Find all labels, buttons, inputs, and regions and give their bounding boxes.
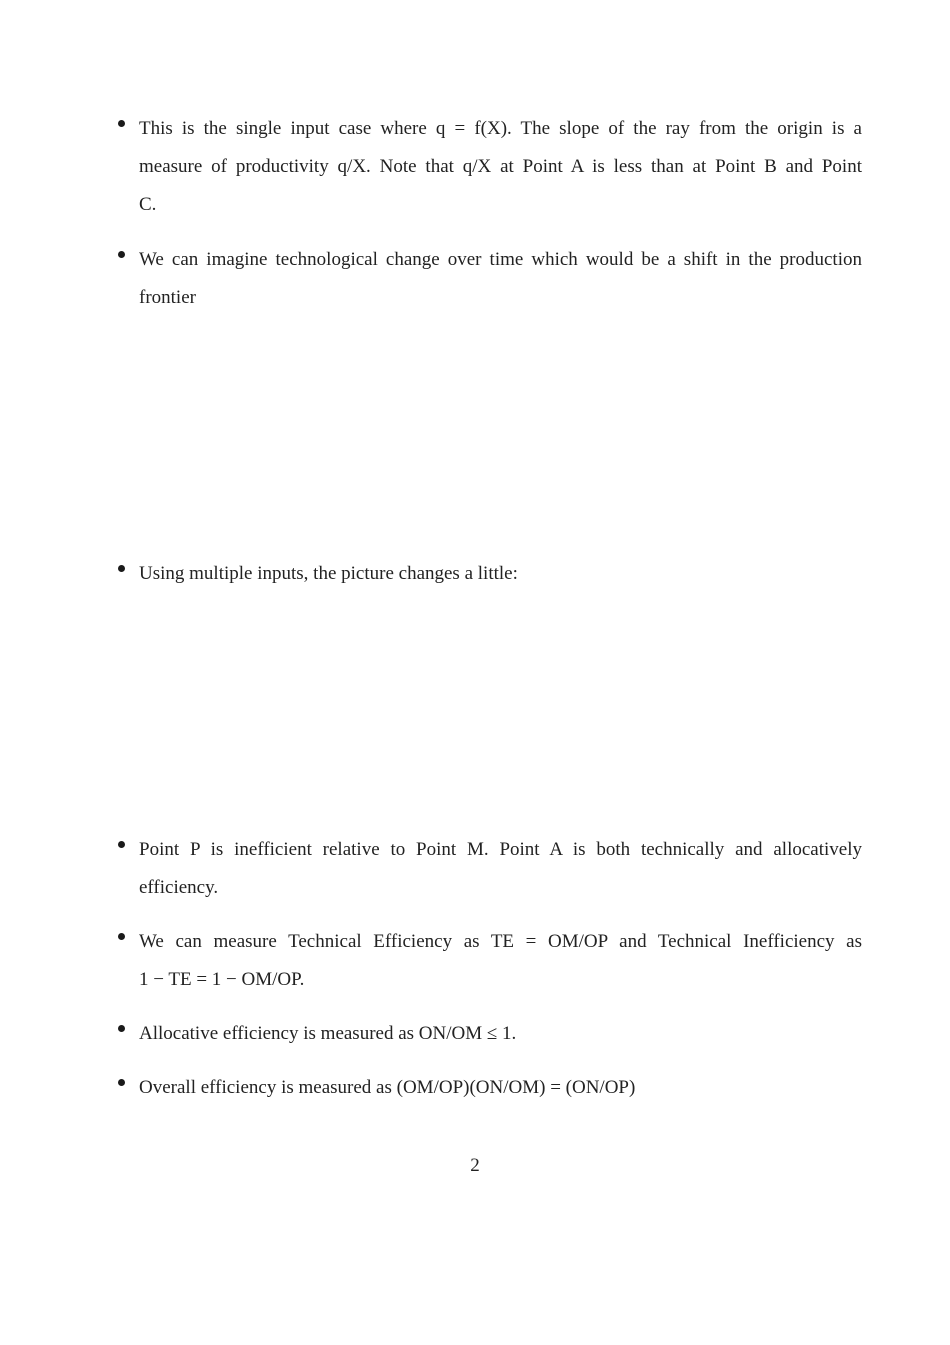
bullet-text — [139, 923, 862, 999]
bullet-marker — [118, 120, 125, 127]
text-line: We can measure Technical Efficiency as TE = OM/OP and Technical Inefficiency as — [139, 931, 862, 952]
figure-placeholder — [118, 330, 862, 550]
text-line: Allocative efficiency is measured as ON/OM ≤ 1. — [139, 1023, 517, 1044]
bullet-text — [139, 555, 862, 593]
page-number: 2 — [470, 1155, 480, 1176]
figure-placeholder — [118, 600, 862, 825]
bullet-item-multiple-inputs — [118, 555, 862, 593]
text-line: measure of productivity q/X. Note that q/X at Point A is less than at Point B and Point — [139, 156, 862, 177]
bullet-item-overall-efficiency — [118, 1069, 862, 1107]
bullet-marker — [118, 1079, 125, 1086]
text-line: 1 − TE = 1 − OM/OP. — [139, 969, 305, 990]
bullet-item-allocative-efficiency — [118, 1015, 862, 1053]
bullet-item-technological-change — [118, 241, 862, 317]
bullet-item-point-p — [118, 831, 862, 907]
text-line: frontier — [139, 287, 196, 308]
text-line: Overall efficiency is measured as (OM/OP)(ON/OM) = (ON/OP) — [139, 1077, 636, 1098]
bullet-text — [139, 241, 862, 317]
text-line: C. — [139, 194, 157, 215]
bullet-marker — [118, 933, 125, 940]
bullet-text — [139, 1015, 862, 1053]
bullet-marker — [118, 251, 125, 258]
text-line: We can imagine technological change over time which would be a shift in the production — [139, 249, 862, 270]
text-line: efficiency. — [139, 877, 219, 898]
bullet-marker — [118, 565, 125, 572]
text-line: Using multiple inputs, the picture changes a little: — [139, 563, 518, 584]
bullet-marker — [118, 841, 125, 848]
bullet-text — [139, 1069, 862, 1107]
text-line: Point P is inefficient relative to Point M. Point A is both technically and allocatively — [139, 839, 862, 860]
text-line: This is the single input case where q = f(X). The slope of the ray from the origin is a — [139, 118, 862, 139]
bullet-text — [139, 831, 862, 907]
bullet-item-technical-efficiency — [118, 923, 862, 999]
bullet-item-single-input — [118, 110, 862, 224]
bullet-text — [139, 110, 862, 224]
bullet-marker — [118, 1025, 125, 1032]
